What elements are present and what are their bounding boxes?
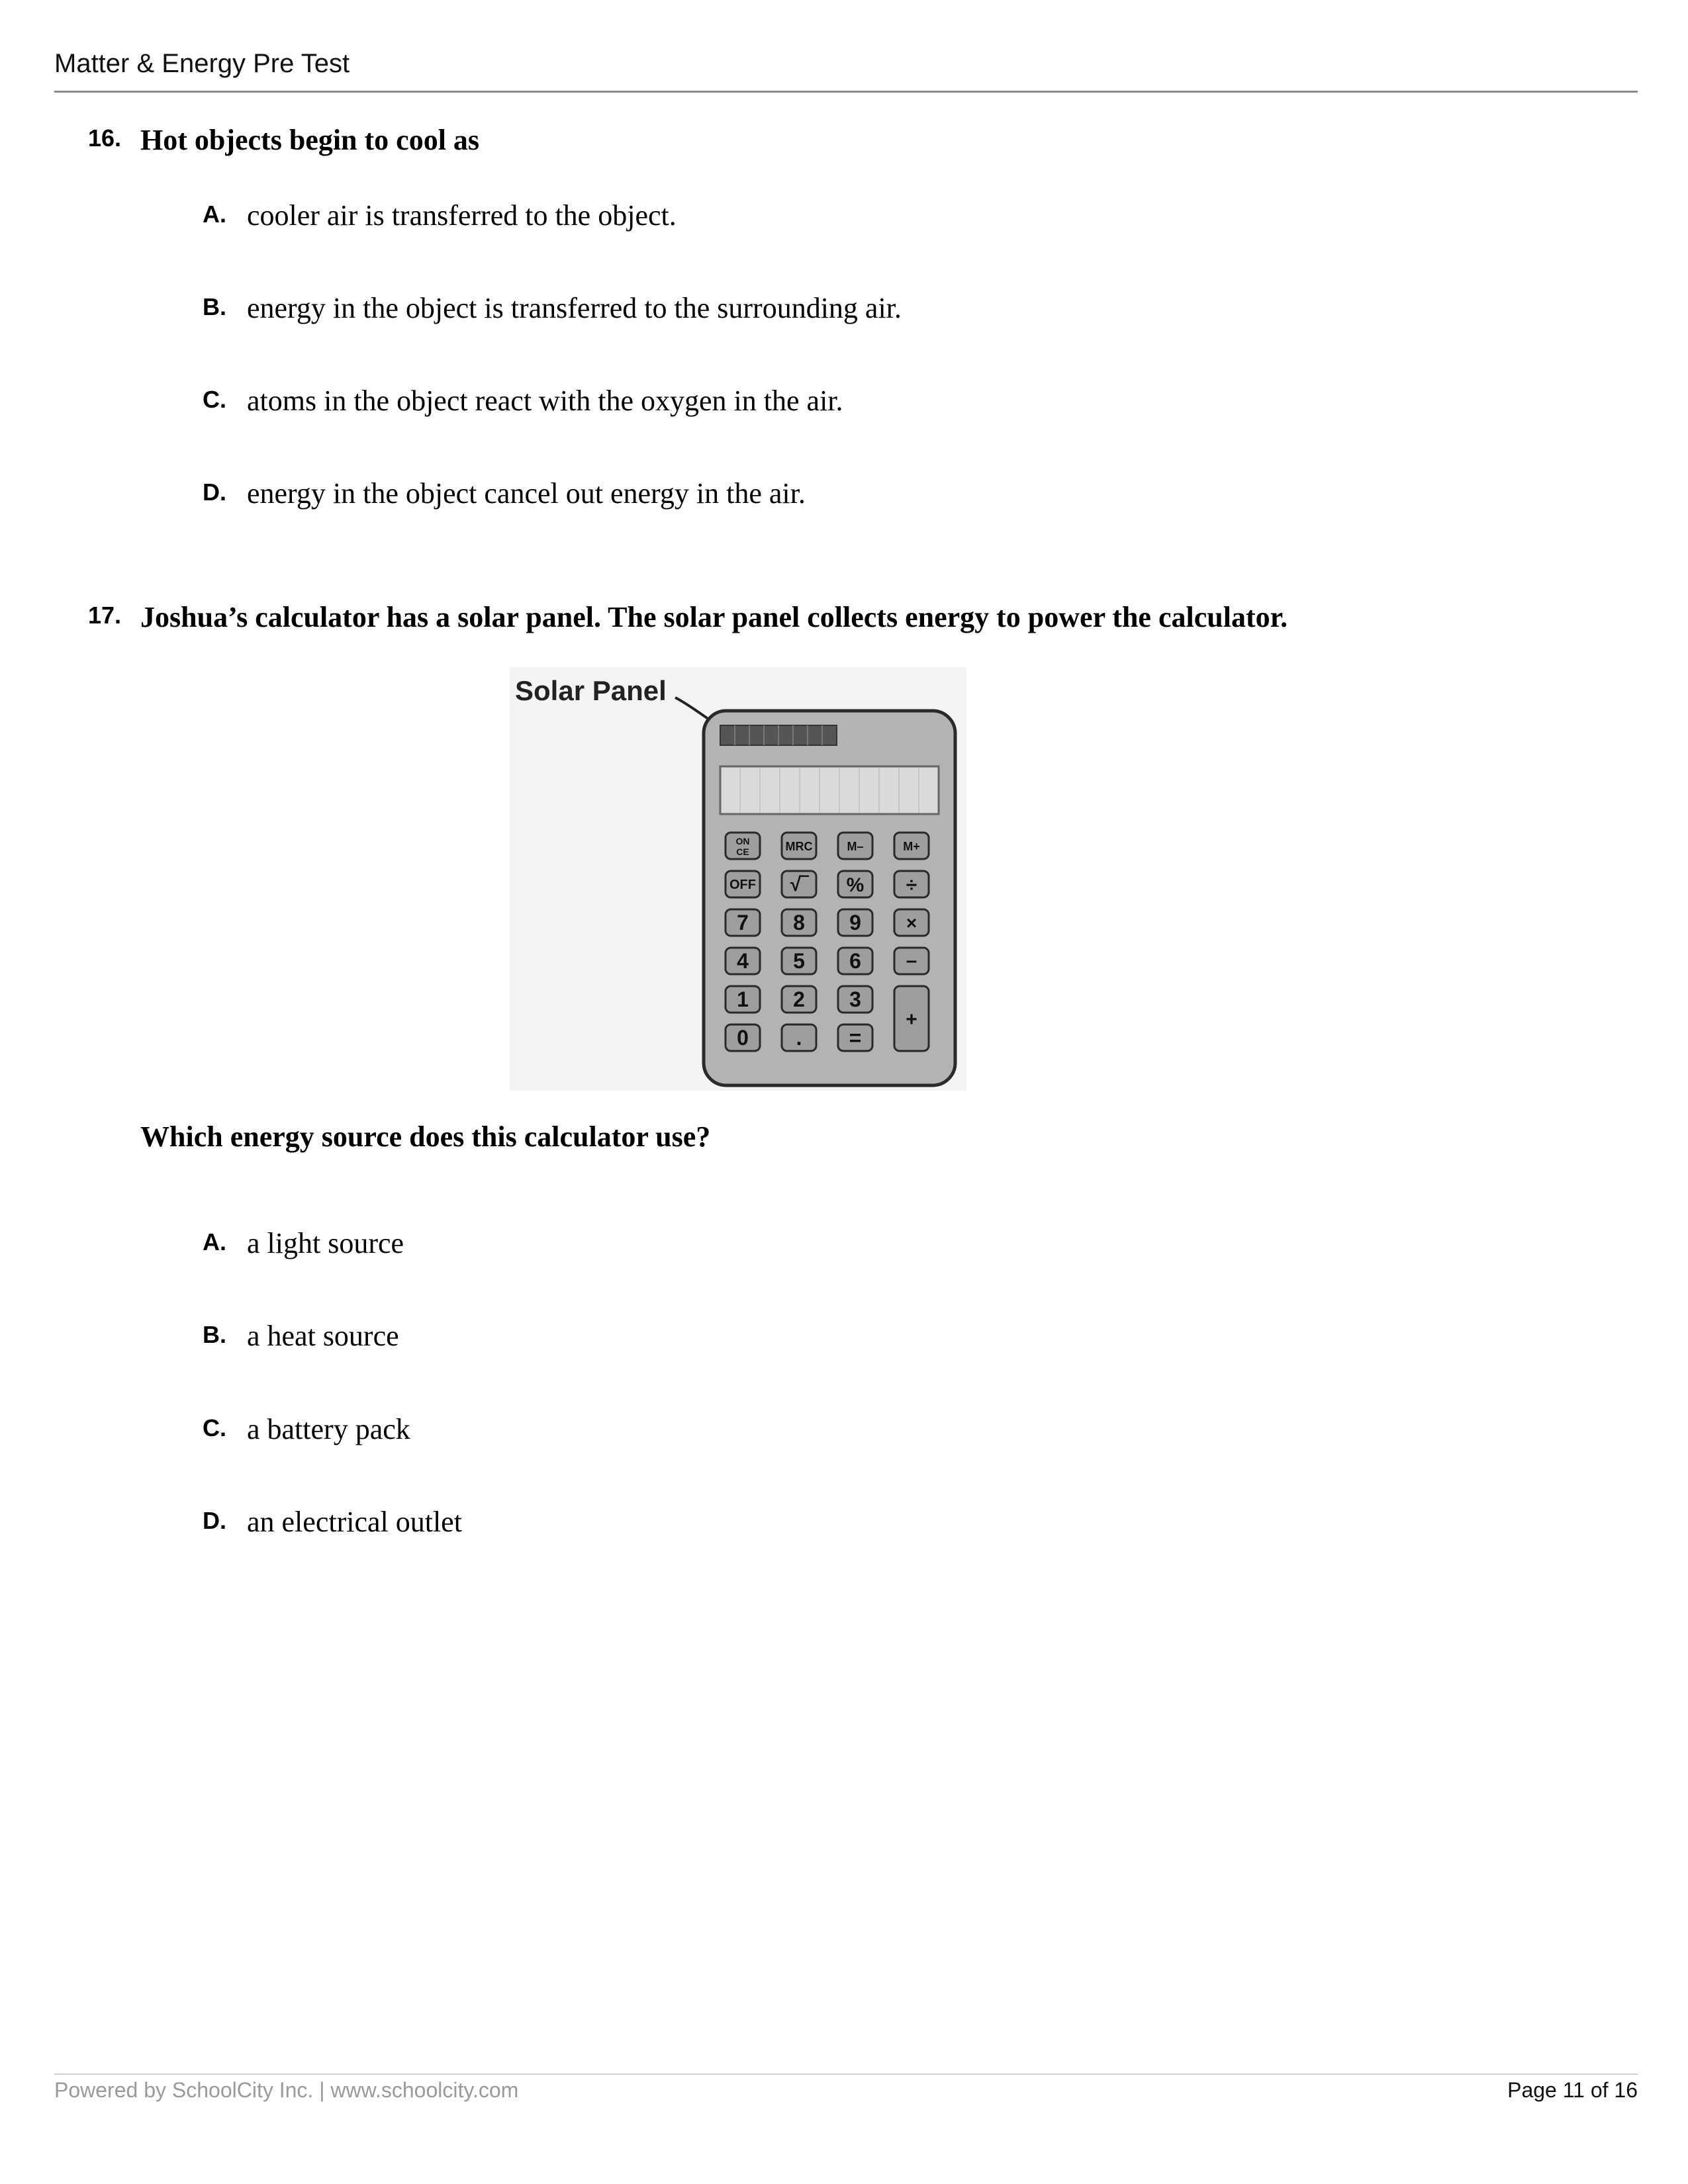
option-text: energy in the object is transferred to the surrounding air. bbox=[247, 292, 902, 324]
question-prompt: Which energy source does this calculator use? bbox=[140, 1120, 711, 1153]
footer-divider bbox=[54, 2073, 1638, 2075]
page-header-title: Matter & Energy Pre Test bbox=[54, 49, 350, 78]
svg-text:CE: CE bbox=[736, 846, 749, 857]
svg-text:2: 2 bbox=[793, 987, 805, 1011]
question-text: Joshua’s calculator has a solar panel. The solar panel collects energy to power the calculator. bbox=[140, 601, 1288, 633]
svg-text:×: × bbox=[906, 913, 917, 933]
question-text: Hot objects begin to cool as bbox=[140, 124, 480, 156]
svg-text:%: % bbox=[846, 874, 865, 896]
svg-text:MRC: MRC bbox=[785, 840, 813, 853]
question-number: 16. bbox=[88, 124, 122, 152]
svg-text:6: 6 bbox=[849, 949, 861, 973]
svg-text:M+: M+ bbox=[903, 840, 920, 853]
svg-text:M–: M– bbox=[847, 840, 864, 853]
option-letter: C. bbox=[203, 386, 226, 413]
header-divider bbox=[54, 91, 1638, 93]
svg-text:÷: ÷ bbox=[906, 874, 917, 896]
option-text: atoms in the object react with the oxygen in the air. bbox=[247, 385, 843, 417]
svg-text:1: 1 bbox=[737, 987, 749, 1011]
svg-text:0: 0 bbox=[737, 1026, 749, 1050]
svg-text:=: = bbox=[849, 1026, 862, 1050]
svg-text:3: 3 bbox=[849, 987, 861, 1011]
option-letter: A. bbox=[203, 201, 226, 228]
svg-text:9: 9 bbox=[849, 911, 861, 934]
option-text: a battery pack bbox=[247, 1413, 410, 1445]
svg-text:7: 7 bbox=[737, 911, 749, 934]
svg-text:ON: ON bbox=[735, 836, 750, 846]
option-letter: B. bbox=[203, 1321, 226, 1348]
svg-text:√‾: √‾ bbox=[790, 874, 808, 895]
svg-text:5: 5 bbox=[793, 949, 805, 973]
option-letter: D. bbox=[203, 478, 226, 506]
svg-text:–: – bbox=[906, 950, 917, 972]
svg-text:4: 4 bbox=[737, 949, 749, 973]
option-text: a light source bbox=[247, 1227, 404, 1259]
svg-text:.: . bbox=[796, 1026, 802, 1050]
option-text: cooler air is transferred to the object. bbox=[247, 199, 677, 232]
question-number: 17. bbox=[88, 602, 122, 629]
calculator-figure bbox=[510, 667, 966, 1091]
solar-panel-label: Solar Panel bbox=[515, 675, 667, 706]
svg-text:OFF: OFF bbox=[729, 878, 756, 892]
page-number: Page 11 of 16 bbox=[1507, 2078, 1638, 2102]
option-text: an electrical outlet bbox=[247, 1506, 462, 1538]
option-letter: A. bbox=[203, 1228, 226, 1255]
option-letter: B. bbox=[203, 293, 226, 320]
option-text: a heat source bbox=[247, 1320, 399, 1352]
option-text: energy in the object cancel out energy in the air. bbox=[247, 477, 806, 510]
option-letter: D. bbox=[203, 1507, 226, 1534]
option-letter: C. bbox=[203, 1414, 226, 1441]
footer-credit: Powered by SchoolCity Inc. | www.schoolcity.com bbox=[54, 2078, 519, 2102]
calculator-display bbox=[720, 766, 939, 814]
svg-text:8: 8 bbox=[793, 911, 805, 934]
svg-text:+: + bbox=[906, 1009, 917, 1030]
